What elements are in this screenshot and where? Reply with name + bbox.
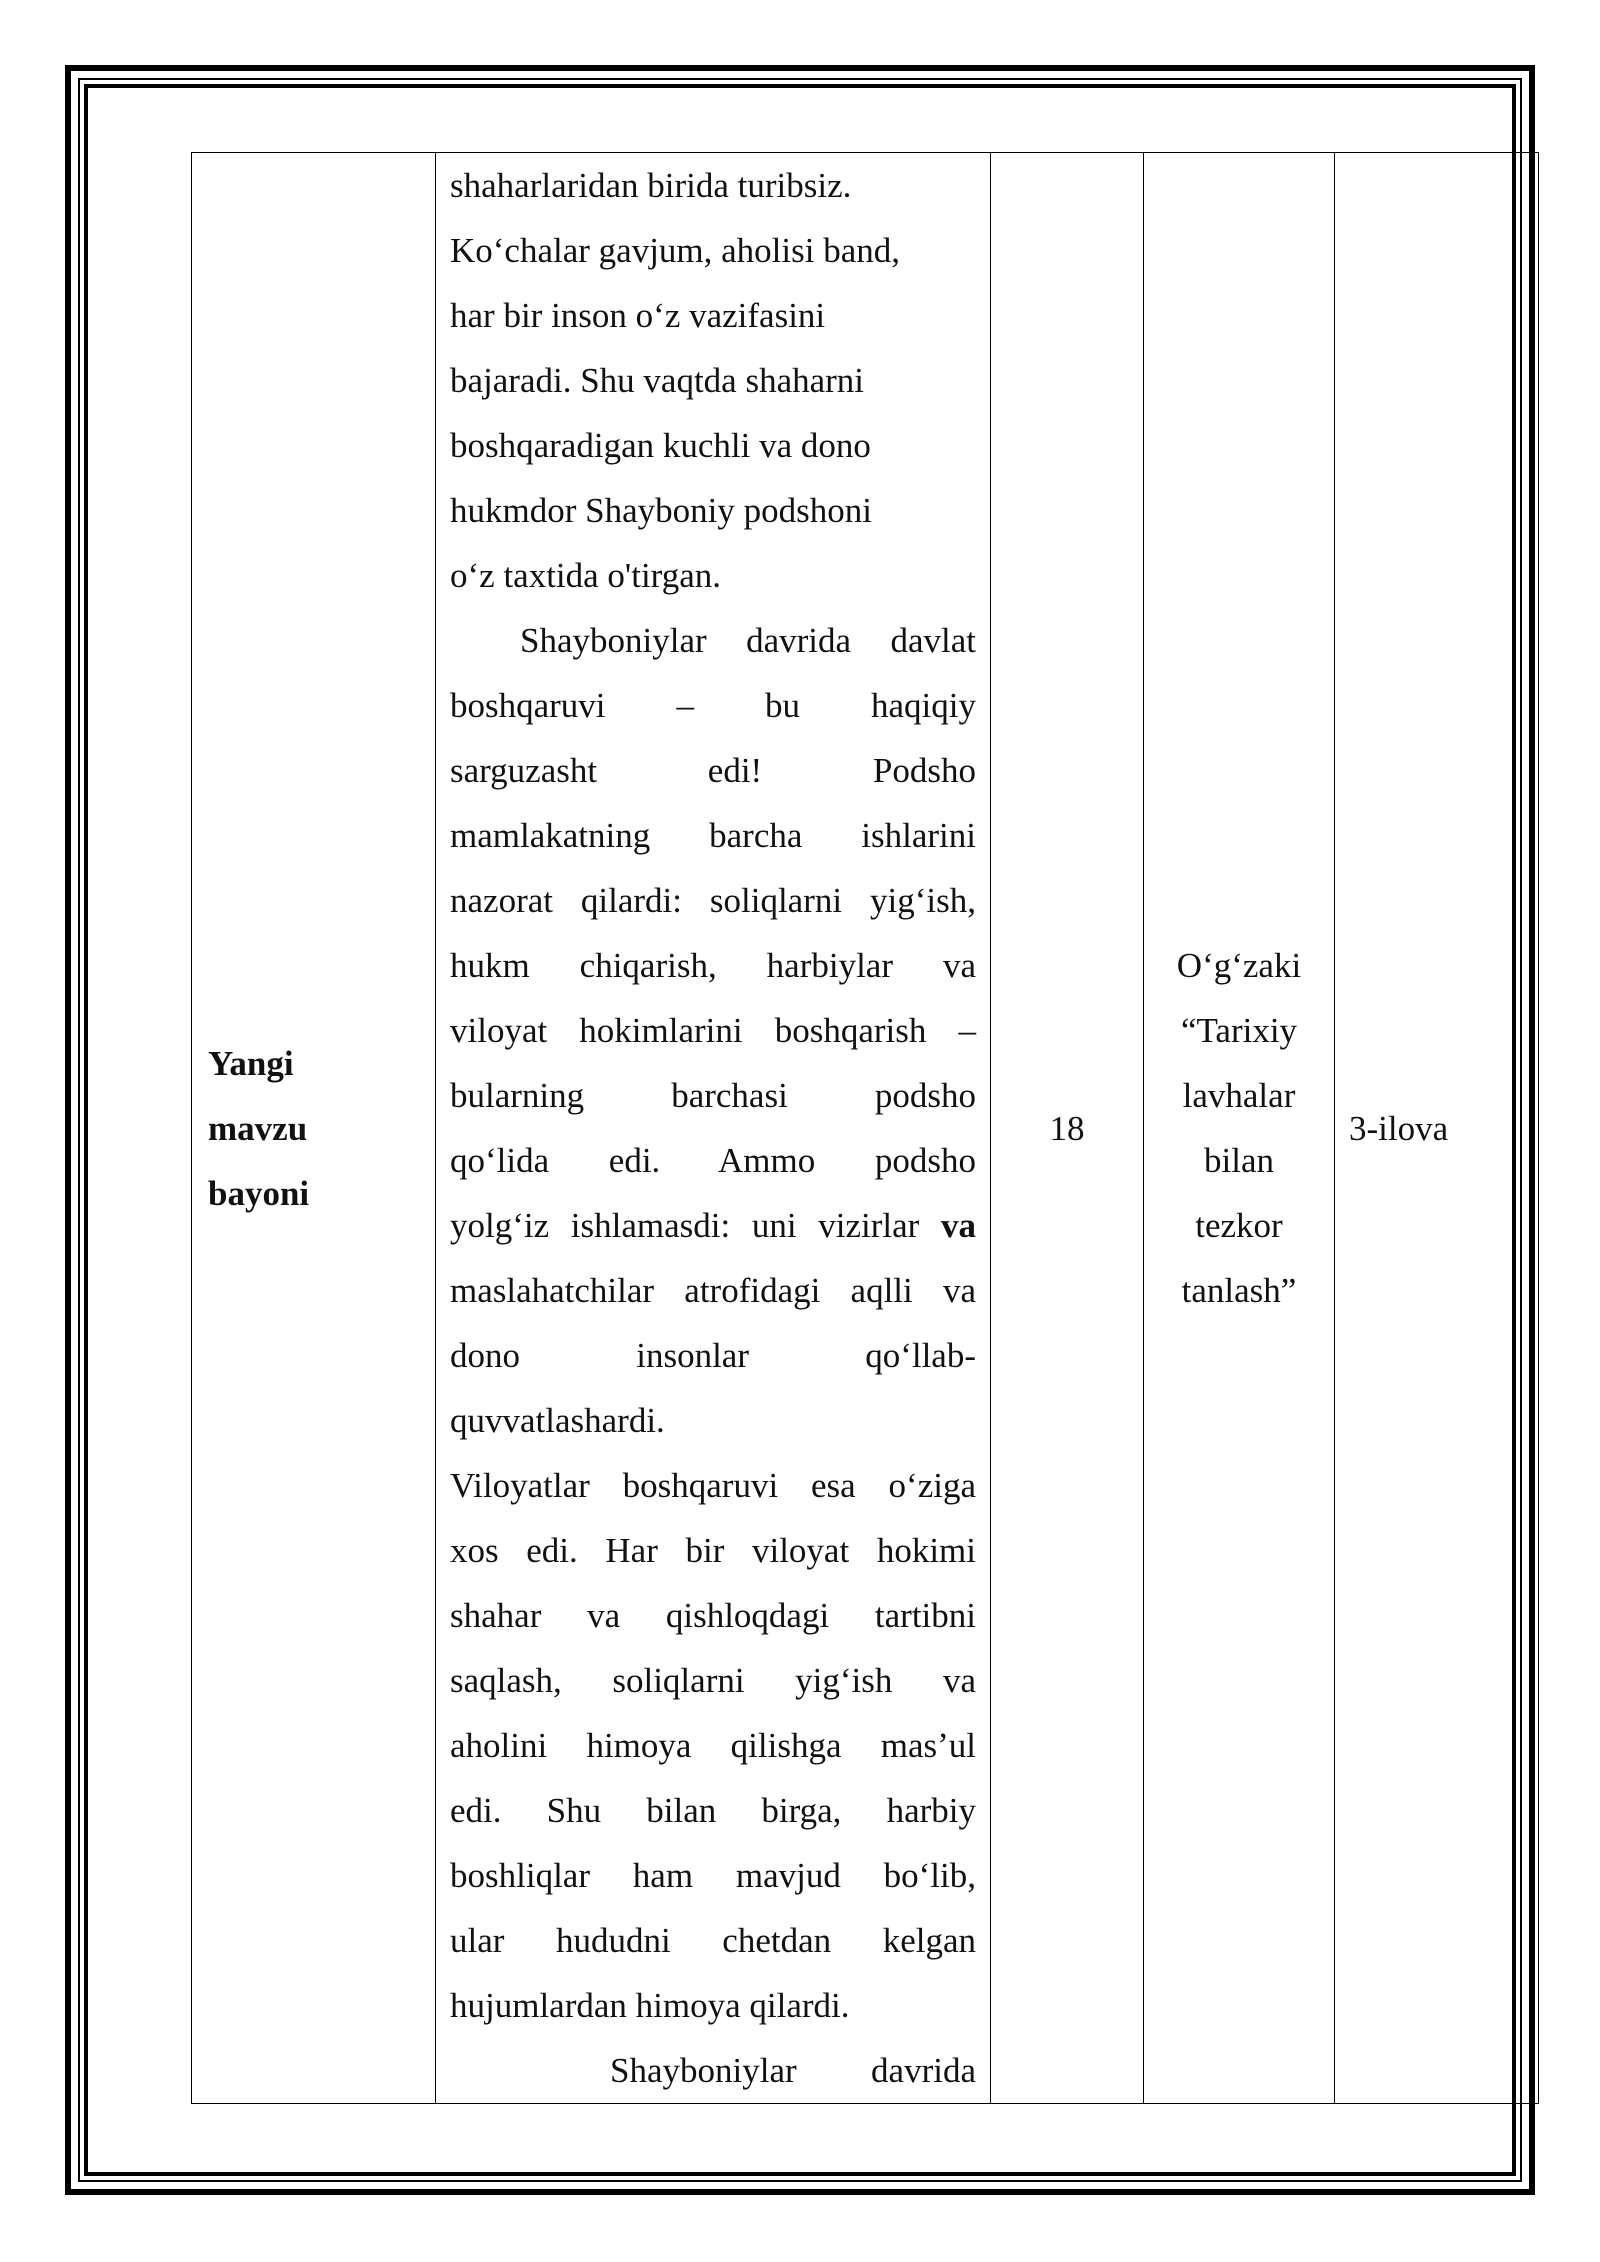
text-line: dono insonlar qoʻllab-: [450, 1336, 976, 1375]
section-label-line: mavzu: [208, 1108, 308, 1148]
text-line: bajaradi. Shu vaqtda shaharni: [450, 361, 865, 400]
text-line: Shayboniylar davrida: [610, 2051, 976, 2090]
text-line: shaharlaridan birida turibsiz.: [450, 166, 852, 205]
text-line: maslahatchilar atrofidagi aqlli va: [450, 1271, 976, 1310]
paragraph-state-governance: [450, 608, 976, 1453]
text-line: boshqaradigan kuchli va dono: [450, 426, 871, 465]
intro-paragraph: [450, 153, 976, 608]
duration-value: 18: [1049, 1108, 1085, 1148]
text-line: saqlash, soliqlarni yigʻish va: [450, 1661, 976, 1700]
text-line: Viloyatlar boshqaruvi esa oʻziga: [450, 1466, 976, 1505]
method-line: tezkor: [1195, 1206, 1283, 1245]
text-line: boshqaruvi – bu haqiqiy: [450, 686, 976, 725]
text-line: aholini himoya qilishga masʼul: [450, 1726, 976, 1765]
lesson-plan-table: [191, 152, 1539, 2104]
text-line: Koʻchalar gavjum, aholisi band,: [450, 231, 901, 270]
method-line: “Tarixiy: [1180, 1011, 1298, 1050]
text-line: sarguzasht edi! Podsho: [450, 751, 976, 790]
method-line: bilan: [1204, 1141, 1274, 1180]
text-line: Shayboniylar davrida davlat: [520, 621, 976, 660]
text-line: oʻz taxtida o'tirgan.: [450, 556, 721, 595]
text-line-with-bold: [450, 1193, 976, 1258]
text-line: boshliqlar ham mavjud boʻlib,: [450, 1856, 976, 1895]
text-line: xos edi. Har bir viloyat hokimi: [450, 1531, 976, 1570]
text-line: ular hududni chetdan kelgan: [450, 1921, 976, 1960]
text-line: quvvatlashardi.: [450, 1401, 665, 1440]
method-line: tanlash”: [1181, 1271, 1297, 1310]
text-line: nazorat qilardi: soliqlarni yigʻish,: [450, 881, 976, 920]
method-line: Oʻgʻzaki: [1176, 946, 1302, 985]
paragraph-continued: [450, 2038, 976, 2103]
appendix-cell: [1335, 153, 1539, 2104]
text-segment: yolgʻiz ishlamasdi: uni vizirlar: [450, 1206, 941, 1245]
text-line: hujumlardan himoya qilardi.: [450, 1986, 850, 2025]
paragraph-provinces: [450, 1453, 976, 2038]
text-line: qoʻlida edi. Ammo podsho: [450, 1141, 976, 1180]
content-cell: [436, 153, 991, 2104]
duration-cell: [991, 153, 1144, 2104]
bold-word: va: [941, 1206, 976, 1245]
section-label-line: bayoni: [208, 1173, 310, 1213]
text-line: har bir inson oʻz vazifasini: [450, 296, 826, 335]
text-line: edi. Shu bilan birga, harbiy: [450, 1791, 976, 1830]
text-line: bularning barchasi podsho: [450, 1076, 976, 1115]
text-line: hukmdor Shayboniy podshoni: [450, 491, 872, 530]
method-line: lavhalar: [1182, 1076, 1296, 1115]
appendix-ref: 3-ilova: [1349, 1108, 1449, 1148]
section-label-cell: [192, 153, 436, 2104]
text-line: shahar va qishloqdagi tartibni: [450, 1596, 976, 1635]
method-cell: [1144, 153, 1335, 2104]
text-line: mamlakatning barcha ishlarini: [450, 816, 976, 855]
text-line: hukm chiqarish, harbiylar va: [450, 946, 976, 985]
section-label-line: Yangi: [208, 1043, 294, 1083]
table-row: [192, 153, 1539, 2104]
text-line: viloyat hokimlarini boshqarish –: [450, 1011, 976, 1050]
